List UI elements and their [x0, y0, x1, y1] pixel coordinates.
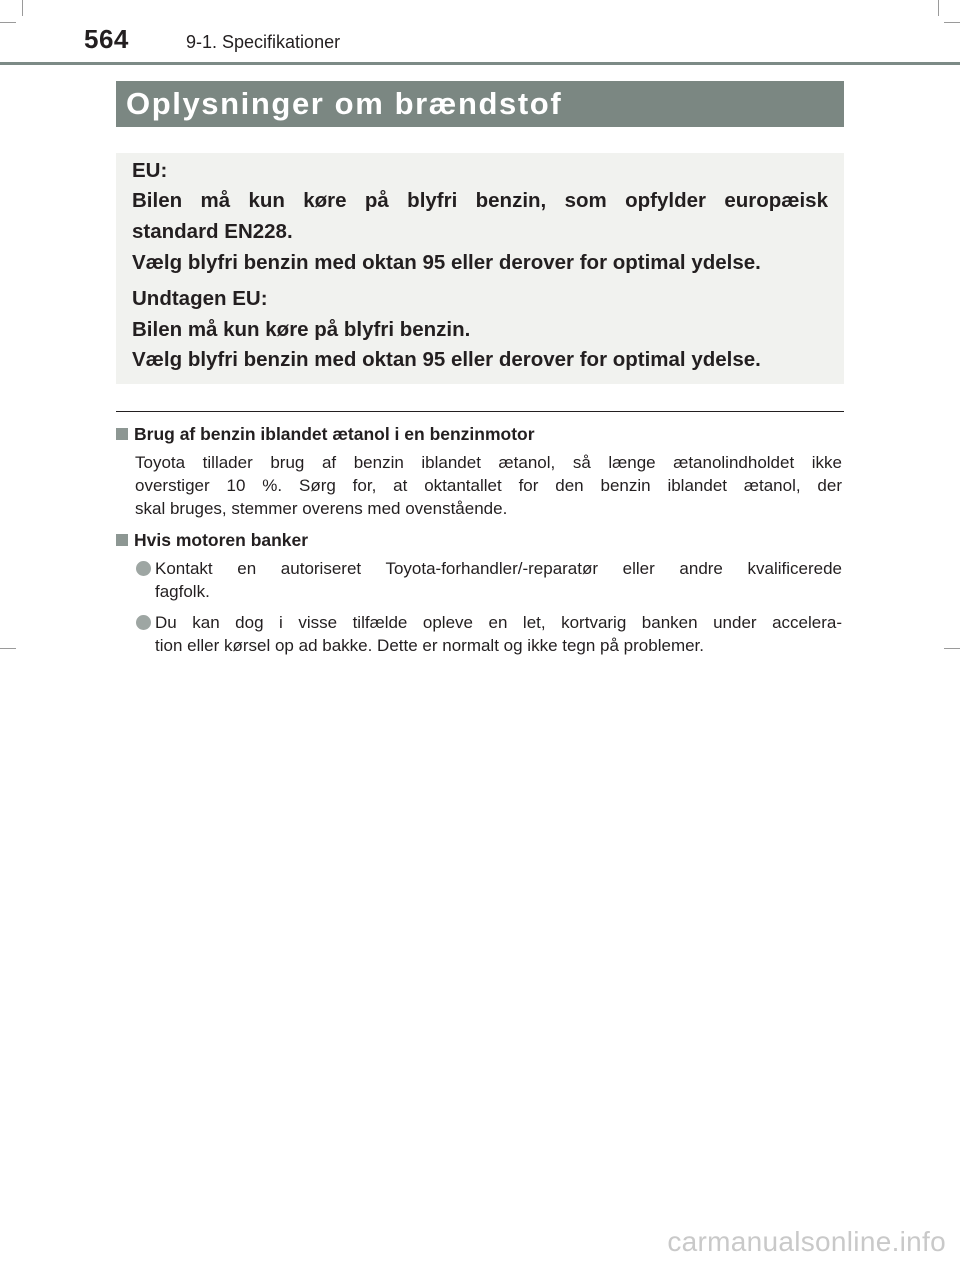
crop-mark-mid-right	[944, 648, 960, 649]
section-label: 9-1. Specifikationer	[186, 32, 341, 52]
ethanol-text-line-3: skal bruges, stemmer overens med ovenstående.	[135, 499, 508, 518]
eu-line-2: standard EN228.	[132, 220, 293, 243]
knocking-heading-text: Hvis motoren banker	[134, 530, 309, 550]
knocking-heading	[116, 530, 308, 551]
ethanol-heading-text: Brug af benzin iblandet ætanol i en benzinmotor	[134, 424, 535, 444]
ethanol-text-line-1: Toyota tillader brug af benzin iblandet ætanol, så længe ætanolindholdet ikke	[135, 453, 842, 472]
eu-heading: EU:	[132, 159, 168, 182]
non-eu-line-2: Vælg blyfri benzin med oktan 95 eller derover for optimal ydelse.	[132, 348, 761, 371]
section-divider	[116, 411, 844, 412]
bullet-2-line-1: Du kan dog i visse tilfælde opleve en let, kortvarig banken under accelera-	[155, 613, 842, 632]
heading-square-icon	[116, 428, 128, 440]
crop-mark-top-right-h	[944, 22, 960, 23]
non-eu-heading: Undtagen EU:	[132, 287, 268, 310]
crop-mark-top-left-v	[22, 0, 23, 16]
bullet-1-line-2: fagfolk.	[155, 582, 210, 601]
non-eu-line-1: Bilen må kun køre på blyfri benzin.	[132, 318, 471, 341]
title-band	[116, 81, 844, 127]
crop-mark-top-right-v	[938, 0, 939, 16]
eu-line-1: Bilen må kun køre på blyfri benzin, som opfylder europæisk	[132, 189, 828, 212]
bullet-2-line-2: tion eller kørsel op ad bakke. Dette er normalt og ikke tegn på problemer.	[155, 636, 705, 655]
crop-mark-top-left-h	[0, 22, 16, 23]
bullet-dot-icon	[136, 561, 151, 576]
bullet-1-line-1: Kontakt en autoriseret Toyota-forhandler/-reparatør eller andre kvalificerede	[155, 559, 842, 578]
page-number: 564	[84, 24, 129, 54]
bullet-dot-icon	[136, 615, 151, 630]
header-rule	[0, 62, 960, 65]
ethanol-heading	[116, 424, 535, 445]
page-title: Oplysninger om brændstof	[126, 86, 563, 121]
eu-line-3: Vælg blyfri benzin med oktan 95 eller derover for optimal ydelse.	[132, 251, 761, 274]
watermark: carmanualsonline.info	[667, 1226, 946, 1257]
fuel-spec-box	[116, 153, 844, 384]
crop-mark-mid-left	[0, 648, 16, 649]
ethanol-text-line-2: overstiger 10 %. Sørg for, at oktantallet for den benzin iblandet ætanol, der	[135, 476, 842, 495]
heading-square-icon	[116, 534, 128, 546]
